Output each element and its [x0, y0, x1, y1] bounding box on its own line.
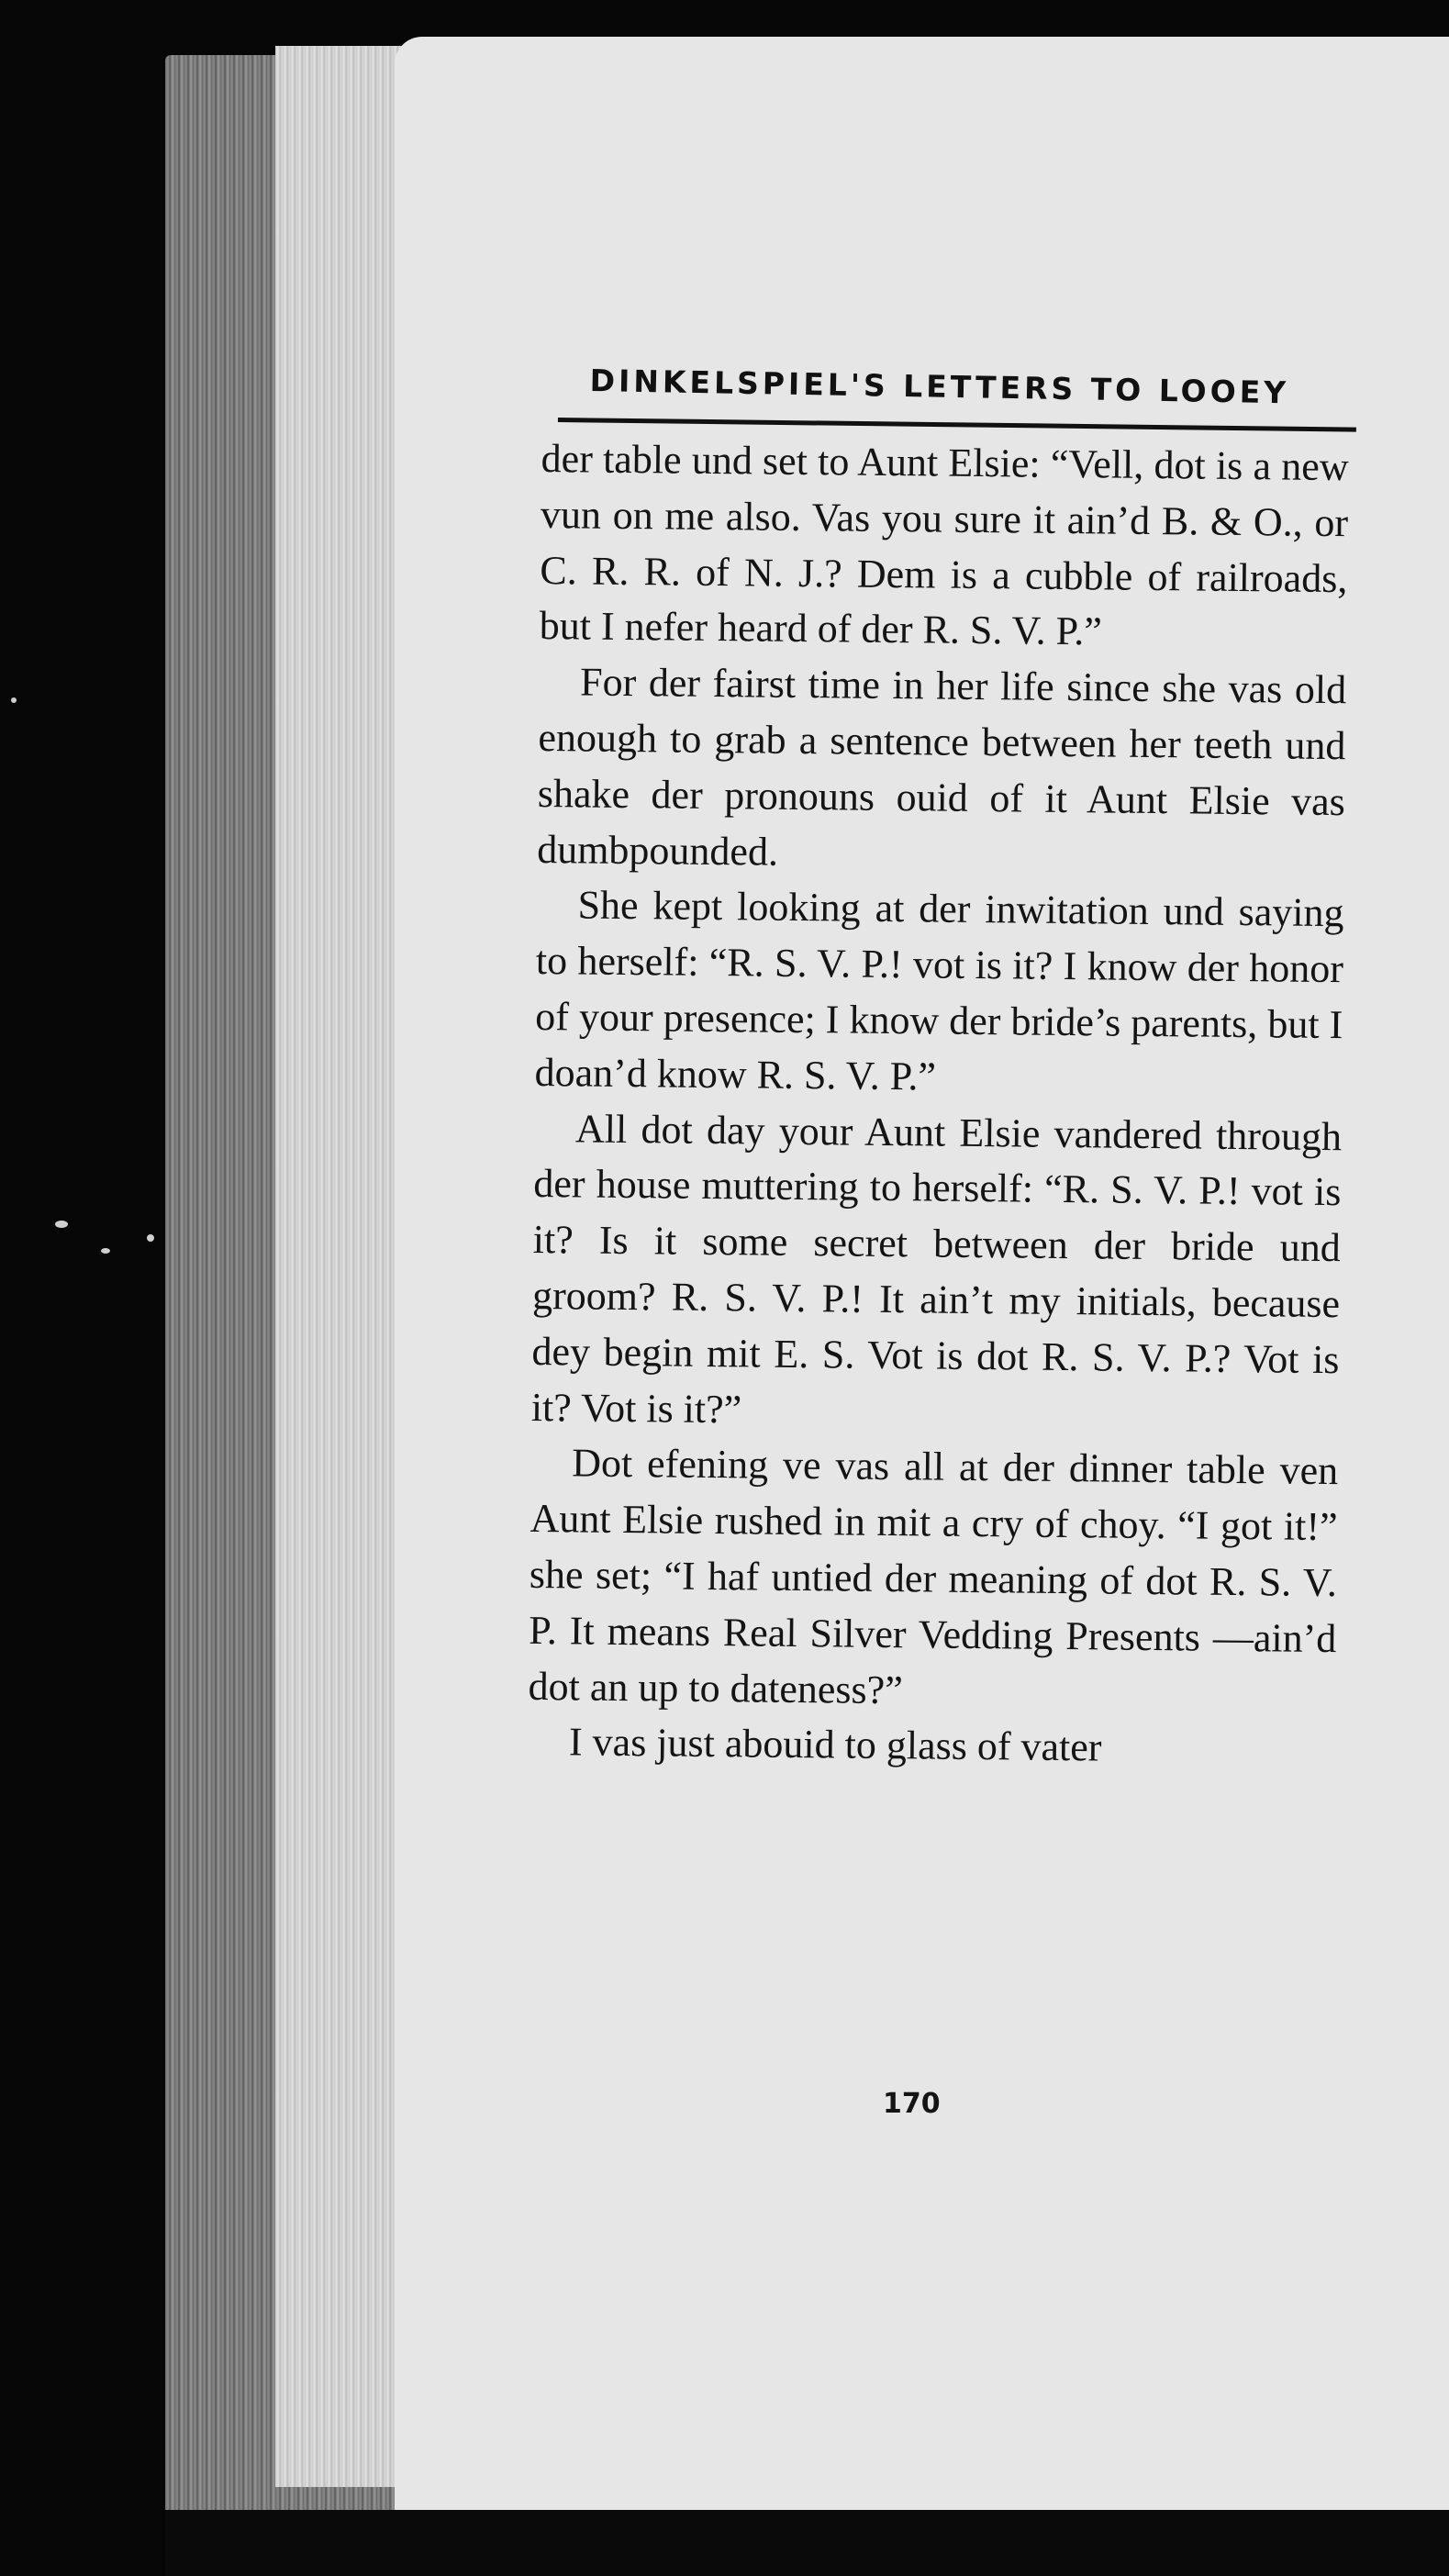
paragraph: Dot efening ve vas all at der dinner table ven Aunt Elsie rushed in mit a cry of choy. “I got it!” she set; “I haf untied der meaning of dot R. S. V. P. It means Real Silver Vedding Presents —ain’d dot an up to dateness?”	[528, 1440, 1339, 1712]
page-body	[528, 431, 1349, 1779]
dust-speck	[147, 1234, 154, 1242]
paragraph: She kept looking at der inwitation und saying to herself: “R. S. V. P.! vot is it? I know der honor of your presence; I know der bride’s parents, but I doan’d know R. S. V. P.”	[534, 882, 1344, 1099]
paragraph: der table und set to Aunt Elsie: “Vell, dot is a new vun on me also. Vas you sure it ain’d B. & O., or C. R. R. of N. J.? Dem is a cubble of railroads, but I nefer heard of der R. S. V. P.”	[539, 435, 1349, 654]
dust-speck	[11, 697, 17, 703]
dust-speck	[55, 1221, 68, 1228]
running-header	[558, 362, 1356, 427]
page-number: 170	[883, 2088, 941, 2120]
running-head-title: DINKELSPIEL'S LETTERS TO LOOEY	[589, 362, 1290, 411]
bottom-shadow	[165, 2510, 1449, 2576]
paragraph: For der fairst time in her life since she vas old enough to grab a sentence between her teeth und shake der pronouns ouid of it Aunt Elsie vas dumbpounded.	[536, 659, 1347, 875]
paragraph: All dot day your Aunt Elsie vandered through der house muttering to herself: “R. S. V. P.! vot is it? Is it some secret between der bride und groom? R. S. V. P.! It ain’t my initials, because dey begin mit E. S. Vot is dot R. S. V. P.? Vot is it? Vot is it?”	[530, 1105, 1343, 1432]
page-leaves	[275, 46, 404, 2487]
paragraph: I vas just abouid to glass of vater	[568, 1719, 1102, 1770]
dust-speck	[101, 1248, 110, 1254]
